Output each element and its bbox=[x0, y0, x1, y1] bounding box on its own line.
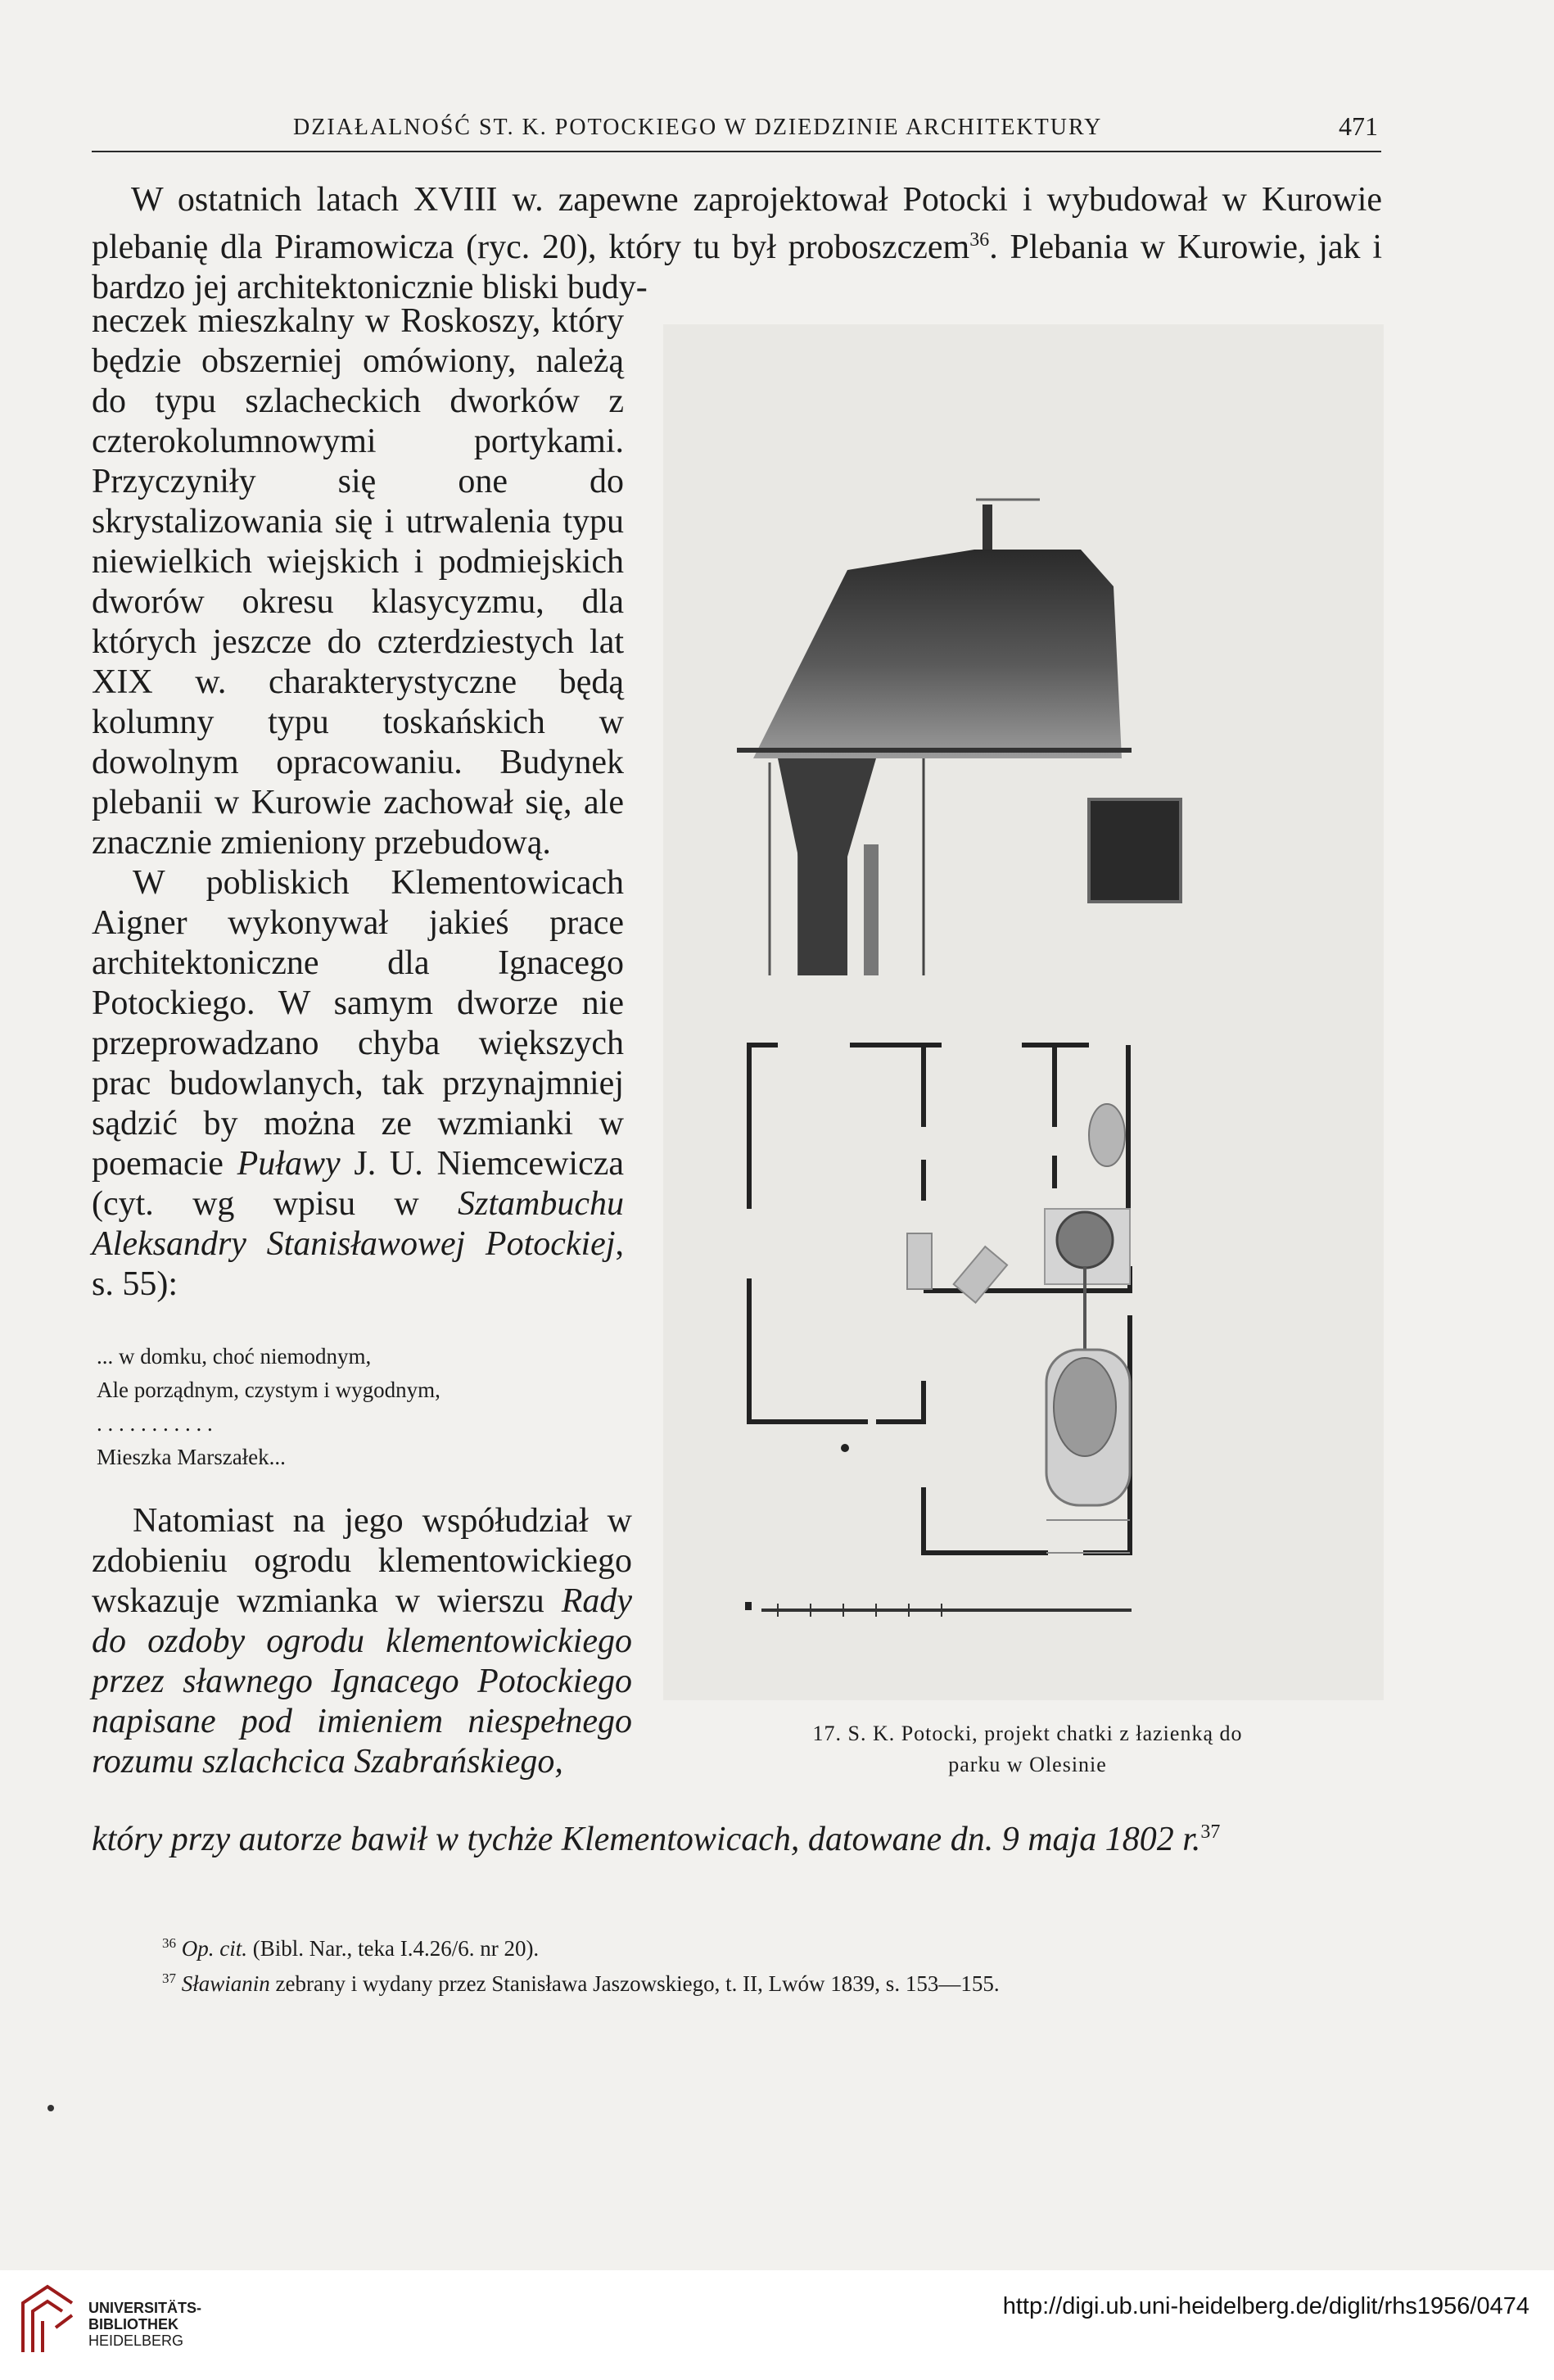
poem-line: ... w domku, choć niemodnym, bbox=[97, 1344, 372, 1369]
running-header bbox=[92, 110, 1381, 152]
paragraph-klementowice bbox=[92, 863, 624, 1305]
roof-shape bbox=[753, 550, 1122, 758]
digitization-footer bbox=[0, 2270, 1554, 2380]
stove-icon bbox=[1057, 1212, 1113, 1268]
paragraph-intro bbox=[92, 180, 1382, 308]
architectural-drawing bbox=[663, 324, 1384, 1700]
library-line: HEIDELBERG bbox=[88, 2332, 184, 2349]
footnote-text: (Bibl. Nar., teka I.4.26/6. nr 20). bbox=[247, 1936, 540, 1961]
footnote-ref-37: 37 bbox=[1200, 1821, 1221, 1843]
footnote-36 bbox=[162, 1929, 539, 1963]
paragraph-tail-text: który przy autorze bawił w tychże Klementowicach, datowane dn. 9 maja 1802 r. bbox=[92, 1821, 1201, 1858]
poem-line: Mieszka Marszałek... bbox=[97, 1445, 286, 1469]
poem-line: Ale porządnym, czystym i wygodnym, bbox=[97, 1378, 440, 1402]
title-pulawy: Puławy bbox=[237, 1145, 341, 1183]
library-logo-icon bbox=[15, 2278, 80, 2360]
library-line: BIBLIOTHEK bbox=[88, 2316, 178, 2332]
paragraph-klementowice-c: , s. 55): bbox=[92, 1225, 624, 1303]
running-title: DZIAŁALNOŚĆ ST. K. POTOCKIEGO W DZIEDZINIE ARCHITEKTURY bbox=[293, 115, 1103, 140]
stray-mark bbox=[47, 2105, 54, 2111]
poem-quote bbox=[97, 1340, 621, 1474]
chimney-icon bbox=[983, 505, 992, 554]
library-name bbox=[88, 2300, 201, 2349]
footnote-number: 36 bbox=[162, 1935, 176, 1951]
page-number: 471 bbox=[1339, 111, 1378, 141]
paragraph-intro-cont: . Plebania w Kurowie, jak i bardzo jej architektonicznie bliski budy- bbox=[92, 228, 1383, 306]
caption-line-2: parku w Olesinie bbox=[948, 1753, 1107, 1776]
paragraph-garden bbox=[92, 1501, 632, 1782]
library-line: UNIVERSITÄTS- bbox=[88, 2300, 202, 2316]
footnote-text: zebrany i wydany przez Stanisława Jaszowskiego, t. II, Lwów 1839, s. 153—155. bbox=[269, 1971, 1000, 1996]
paragraph-roskosz: neczek mieszkalny w Roskoszy, który będzie obszerniej omówiony, należą do typu szlacheckich dworków z czterokolumnowymi portykami. Przyczyniły się one do skrystalizowania się i utrwalenia typu niewielkich wiejskich i podmiejskich dworów okresu klasycyzmu, dla których jeszcze do czterdziestych lat XIX w. charakterystyczne będą kolumny typu toskańskich w dowolnym opracowaniu. Budynek plebanii w Kurowie zachował się, ale znacznie zmieniony przebudową. bbox=[92, 302, 624, 862]
paragraph-klementowice-a: W pobliskich Klementowicach Aigner wykonywał jakieś prace architektoniczne dla Ignacego Potockiego. W samym dworze nie przeprowadzano chyba większych prac budowlanych, tak przynajmniej sądzić by można ze wzmianki w poemacie bbox=[92, 864, 624, 1183]
poem-line: . . . . . . . . . . . bbox=[97, 1411, 213, 1436]
paragraph-tail bbox=[92, 1812, 1382, 1860]
window-icon bbox=[1089, 799, 1181, 902]
paragraph-intro-text: W ostatnich latach XVIII w. zapewne zaprojektował Potocki i wybudował w Kurowie plebanię dla Piramowicza (ryc. 20), który tu był proboszczem bbox=[92, 181, 1382, 266]
paragraph-garden-a: Natomiast na jego współudział w zdobieniu ogrodu klementowickiego wskazuje wzmianka w wierszu bbox=[92, 1502, 632, 1620]
source-url-link[interactable]: http://digi.ub.uni-heidelberg.de/diglit/rhs1956/0474 bbox=[1002, 2293, 1529, 2319]
footnote-italic: Op. cit. bbox=[181, 1936, 247, 1961]
left-column bbox=[92, 301, 624, 1305]
footnote-ref-36: 36 bbox=[969, 229, 990, 251]
sink-icon bbox=[1089, 1104, 1125, 1166]
paragraph-klementowice-b: J. U. Niemcewicza (cyt. wg wpisu w bbox=[92, 1145, 624, 1223]
footnote-37 bbox=[162, 1964, 1000, 1998]
caption-line-1: 17. S. K. Potocki, projekt chatki z łazienką do bbox=[812, 1722, 1243, 1745]
title-rady: Rady do ozdoby ogrodu klementowickiego przez sławnego Ignacego Potockiego napisane pod imieniem niespełnego rozumu szlachcica Szabrańskiego, bbox=[92, 1582, 632, 1780]
figure-caption bbox=[721, 1718, 1335, 1780]
portico-shadow bbox=[778, 758, 876, 975]
footnote-italic: Sławianin bbox=[181, 1971, 270, 1996]
footnote-number: 37 bbox=[162, 1971, 176, 1986]
title-sztambuch: Sztambuchu Aleksandry Stanisławowej Potockiej bbox=[92, 1185, 624, 1263]
figure-cottage-plan bbox=[663, 324, 1384, 1700]
